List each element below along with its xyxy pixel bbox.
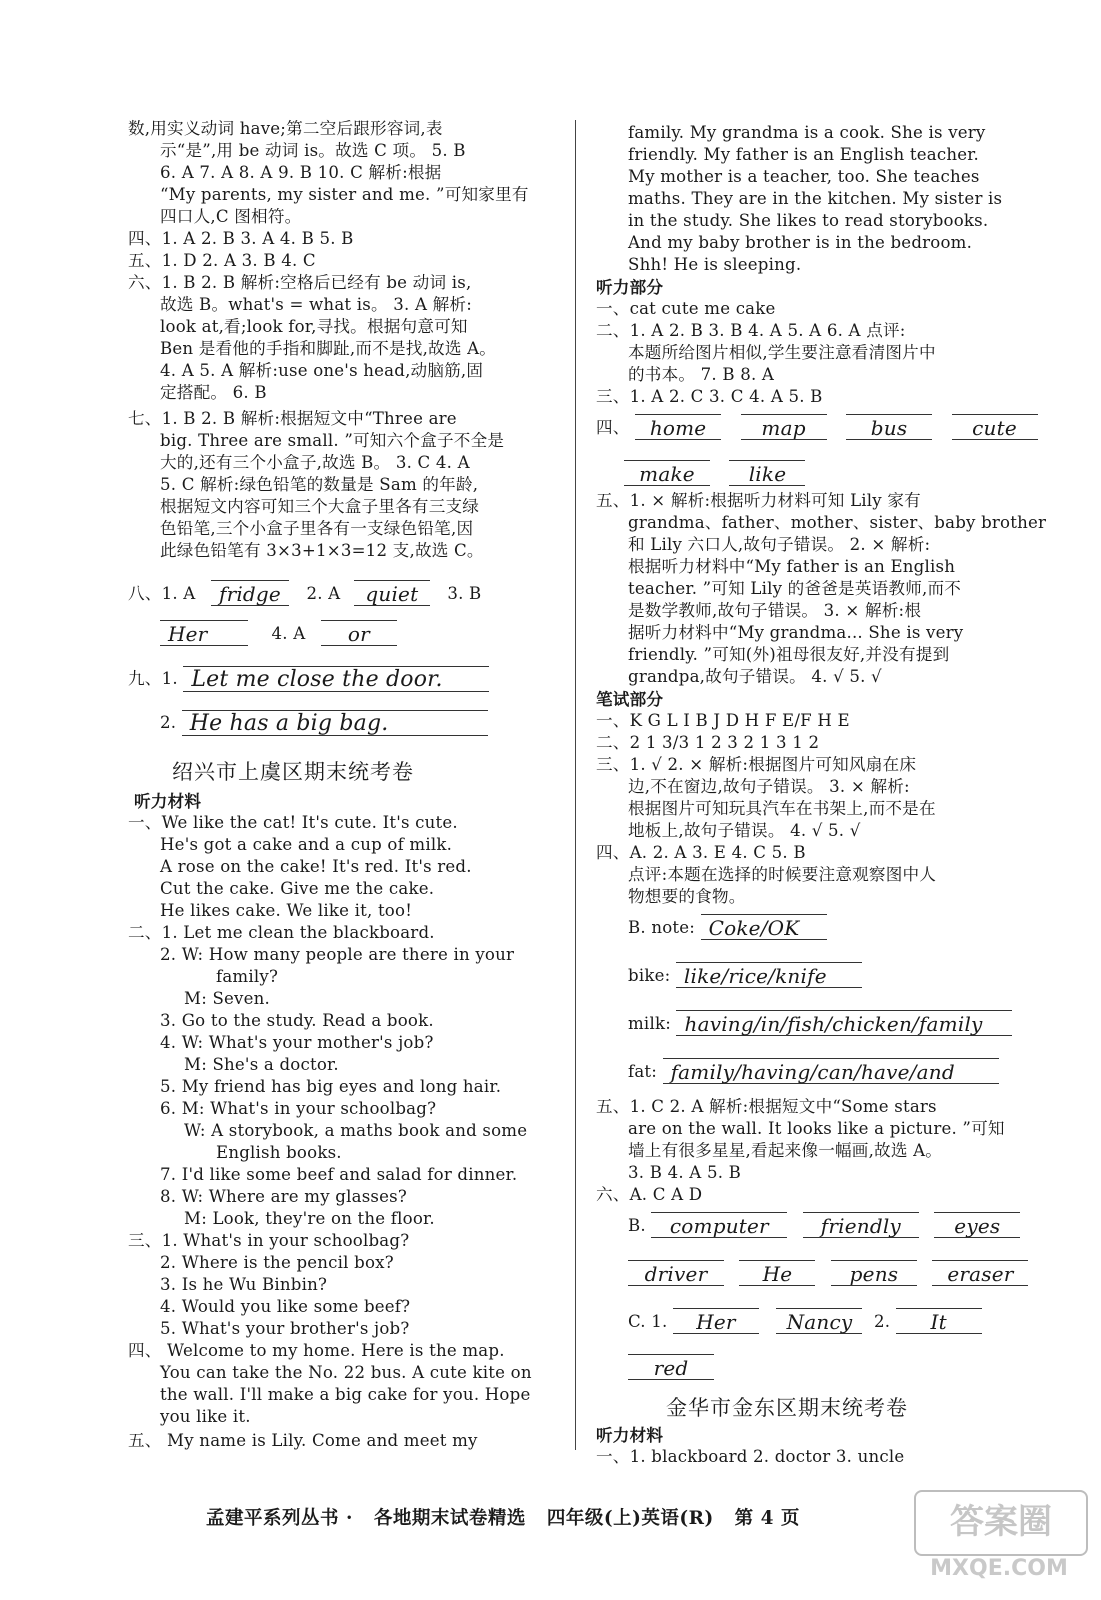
text-line: 二、1. A 2. B 3. B 4. A 5. A 6. A 点评: [596,321,906,340]
handwritten-sentence: He has a big bag. [182,710,488,736]
q9-label: 九、 [128,669,162,688]
text-line: M: Seven. [184,989,271,1008]
text-line: the wall. I'll make a big cake for you. Hope [160,1385,531,1404]
q8-label: 八、 [128,584,162,603]
text-line: 大的,还有三个小盒子,故选 B。 3. C 4. A [160,453,470,472]
w4-label: fat: [628,1062,658,1081]
handwritten-answer: like [729,460,805,486]
handwritten-answer: friendly [803,1212,919,1238]
text-line: 点评:本题在选择的时候要注意观察图中人 [628,865,937,884]
text-line: 3. Go to the study. Read a book. [160,1011,434,1030]
text-line: 数,用实义动词 have;第二空后跟形容词,表 [128,119,443,138]
text-line: Cut the cake. Give me the cake. [160,879,435,898]
listening-part-heading: 听力部分 [596,277,664,297]
w4-label: B. note: [628,918,696,937]
text-line: My mother is a teacher, too. She teaches [628,167,980,186]
text-line: 六、1. B 2. B 解析:空格后已经有 be 动词 is, [128,273,472,292]
text-line: friendly. My father is an English teacher. [628,145,980,164]
handwritten-answer: computer [651,1212,787,1238]
w6-c2-label: 2. [873,1312,891,1331]
text-line: 二、1. Let me clean the blackboard. [128,923,435,942]
w4-row [628,1056,999,1083]
text-line: Shh! He is sleeping. [628,255,802,274]
text-line: 7. I'd like some beef and salad for dinner. [160,1165,518,1184]
text-line: 4. A 5. A 解析:use one's head,动脑筋,固 [160,361,484,380]
listening-heading: 听力材料 [596,1425,664,1445]
w4-label: bike: [628,966,671,985]
text-line: W: A storybook, a maths book and some [184,1121,528,1140]
text-line: 3. Is he Wu Binbin? [160,1275,328,1294]
q8-answer-1: 1. A [161,584,196,603]
w4-row [628,1008,1012,1035]
handwritten-answer: family/having/can/have/and [663,1058,999,1084]
text-line: 五、 My name is Lily. Come and meet my [128,1431,478,1450]
text-line: Ben 是看他的手指和脚趾,而不是找,故选 A。 [160,339,497,358]
text-line: 一、We like the cat! It's cute. It's cute. [128,813,458,832]
q8-row1 [128,578,481,605]
handwritten-answer: Nancy [776,1308,862,1334]
text-line: teacher. ”可知 Lily 的爸爸是英语教师,而不 [628,579,962,598]
text-line: 四口人,C 图相符。 [160,207,302,226]
text-line: 二、2 1 3/3 1 2 3 2 1 3 1 2 [596,733,820,752]
text-line: 5. What's your brother's job? [160,1319,410,1338]
text-line: 三、1. What's in your schoolbag? [128,1231,410,1250]
text-line: 四、 Welcome to my home. Here is the map. [128,1341,505,1360]
text-line: 6. A 7. A 8. A 9. B 10. C 解析:根据 [160,163,442,182]
listening-heading: 听力材料 [134,791,202,811]
text-line: 地板上,故句子错误。 4. √ 5. √ [628,821,861,840]
text-line: 一、cat cute me cake [596,299,776,318]
q8-row2 [128,618,397,645]
text-line: 边,不在窗边,故句子错误。 3. × 解析: [628,777,910,796]
text-line: 七、1. B 2. B 解析:根据短文中“Three are [128,409,457,428]
q8-answer-4: 4. A [271,624,306,643]
handwritten-answer: bus [846,414,932,440]
text-line: “My parents, my sister and me. ”可知家里有 [160,185,529,204]
handwritten-answer: eraser [932,1260,1028,1286]
text-line: 一、1. blackboard 2. doctor 3. uncle [596,1447,905,1466]
text-line: A rose on the cake! It's red. It's red. [160,857,472,876]
handwritten-answer: like/rice/knife [676,962,862,988]
handwritten-answer: quiet [354,580,430,606]
w6-b-label: B. [628,1216,646,1235]
text-line: 一、K G L I B J D H F E/F H E [596,711,850,730]
l4-row1 [596,412,1038,439]
handwritten-answer: He [739,1260,815,1286]
handwritten-answer: pens [831,1260,917,1286]
text-line: grandpa,故句子错误。 4. √ 5. √ [628,667,882,686]
q9-number-2: 2. [160,713,177,732]
q8-answer-3: 3. B [447,584,482,603]
text-line: 是数学教师,故句子错误。 3. × 解析:根 [628,601,922,620]
text-line: 5. C 解析:绿色铅笔的数量是 Sam 的年龄, [160,475,479,494]
column-divider [575,120,576,1450]
text-line: 定搭配。 6. B [160,383,267,402]
w6-b-row2 [628,1258,1028,1285]
w6-c-label: C. 1. [628,1312,668,1331]
text-line: You can take the No. 22 bus. A cute kite on [160,1363,532,1382]
text-line: grandma、father、mother、sister、baby brother [628,513,1047,532]
text-line: 4. W: What's your mother's job? [160,1033,434,1052]
handwritten-answer: having/in/fish/chicken/family [676,1010,1012,1036]
text-line: M: She's a doctor. [184,1055,339,1074]
text-line: family. My grandma is a cook. She is very [628,123,986,142]
section-title: 绍兴市上虞区期末统考卷 [172,760,414,784]
text-line: 5. My friend has big eyes and long hair. [160,1077,502,1096]
handwritten-answer: map [741,414,827,440]
text-line: 五、1. C 2. A 解析:根据短文中“Some stars [596,1097,937,1116]
w4-row [628,960,862,987]
q9-row2 [128,708,488,734]
text-line: 本题所给图片相似,学生要注意看清图片中 [628,343,936,362]
w4-label: milk: [628,1014,671,1033]
handwritten-answer: make [624,460,710,486]
handwritten-answer: eyes [934,1212,1020,1238]
text-line: big. Three are small. ”可知六个盒子不全是 [160,431,505,450]
text-line: family? [216,967,279,986]
watermark-url: MXQE.COM [930,1556,1068,1581]
text-line: 故选 B。what's = what is。 3. A 解析: [160,295,472,314]
handwritten-answer: It [896,1308,982,1334]
text-line: 4. Would you like some beef? [160,1297,411,1316]
l4-row2 [596,458,805,485]
text-line: 根据短文内容可知三个大盒子里各有三支绿 [160,497,480,516]
w6-b-row1 [628,1210,1020,1237]
handwritten-sentence: Let me close the door. [183,666,489,692]
written-part-heading: 笔试部分 [596,689,664,709]
text-line: are on the wall. It looks like a picture. ”可知 [628,1119,1005,1138]
l4-label: 四、 [596,418,630,437]
text-line: 据听力材料中“My grandma... She is very [628,623,964,642]
handwritten-answer: or [321,620,397,646]
text-line: 和 Lily 六口人,故句子错误。 2. × 解析: [628,535,931,554]
page-footer [206,1504,814,1530]
footer-grade: 四年级(上)英语(R) [546,1508,714,1529]
text-line: 此绿色铅笔有 3×3+1×3=12 支,故选 C。 [160,541,484,560]
text-line: 物想要的食物。 [628,887,746,906]
text-line: 示“是”,用 be 动词 is。故选 C 项。 5. B [160,141,466,160]
watermark-logo [914,1490,1084,1586]
text-line: He likes cake. We like it, too! [160,901,413,920]
handwritten-answer: Her [160,620,248,646]
footer-series: 孟建平系列丛书 · [206,1508,353,1529]
text-line: maths. They are in the kitchen. My sister is [628,189,1003,208]
text-line: 墙上有很多星星,看起来像一幅画,故选 A。 [628,1141,943,1160]
text-line: 色铅笔,三个小盒子里各有一支绿色铅笔,因 [160,519,474,538]
text-line: English books. [216,1143,342,1162]
handwritten-answer: Coke/OK [701,914,827,940]
footer-book: 各地期末试卷精选 [373,1508,526,1529]
handwritten-answer: driver [628,1260,724,1286]
q9-number-1: 1. [161,669,178,688]
text-line: 三、1. A 2. C 3. C 4. A 5. B [596,387,823,406]
text-line: 三、1. √ 2. × 解析:根据图片可知风扇在床 [596,755,917,774]
text-line: you like it. [160,1407,251,1426]
text-line: He's got a cake and a cup of milk. [160,835,453,854]
text-line: 五、1. D 2. A 3. B 4. C [128,251,316,270]
text-line: friendly. ”可知(外)祖母很友好,并没有提到 [628,645,950,664]
w4-row [628,912,827,939]
text-line: 根据听力材料中“My father is an English [628,557,956,576]
q8-answer-2: 2. A [306,584,341,603]
text-line: 根据图片可知玩具汽车在书架上,而不是在 [628,799,936,818]
text-line: 3. B 4. A 5. B [628,1163,742,1182]
text-line: 五、1. × 解析:根据听力材料可知 Lily 家有 [596,491,921,510]
handwritten-answer: home [635,414,721,440]
handwritten-answer: Her [673,1308,759,1334]
q9-row1 [128,664,489,690]
handwritten-answer: cute [952,414,1038,440]
footer-page: 第 4 页 [734,1508,800,1529]
w6-c-row [628,1306,982,1333]
section-title: 金华市金东区期末统考卷 [666,1396,908,1420]
text-line: 四、A. 2. A 3. E 4. C 5. B [596,843,806,862]
handwritten-answer: red [628,1354,714,1380]
text-line: look at,看;look for,寻找。根据句意可知 [160,317,468,336]
text-line: And my baby brother is in the bedroom. [628,233,973,252]
handwritten-answer: fridge [211,580,289,606]
text-line: 8. W: Where are my glasses? [160,1187,407,1206]
text-line: 的书本。 7. B 8. A [628,365,775,384]
text-line: M: Look, they're on the floor. [184,1209,435,1228]
text-line: 四、1. A 2. B 3. A 4. B 5. B [128,229,354,248]
watermark-text: 答案圈 [914,1490,1088,1556]
text-line: 2. Where is the pencil box? [160,1253,394,1272]
text-line: in the study. She likes to read storybooks. [628,211,989,230]
text-line: 六、A. C A D [596,1185,703,1204]
text-line: 2. W: How many people are there in your [160,945,515,964]
w6-c-row2 [628,1352,714,1379]
text-line: 6. M: What's in your schoolbag? [160,1099,437,1118]
